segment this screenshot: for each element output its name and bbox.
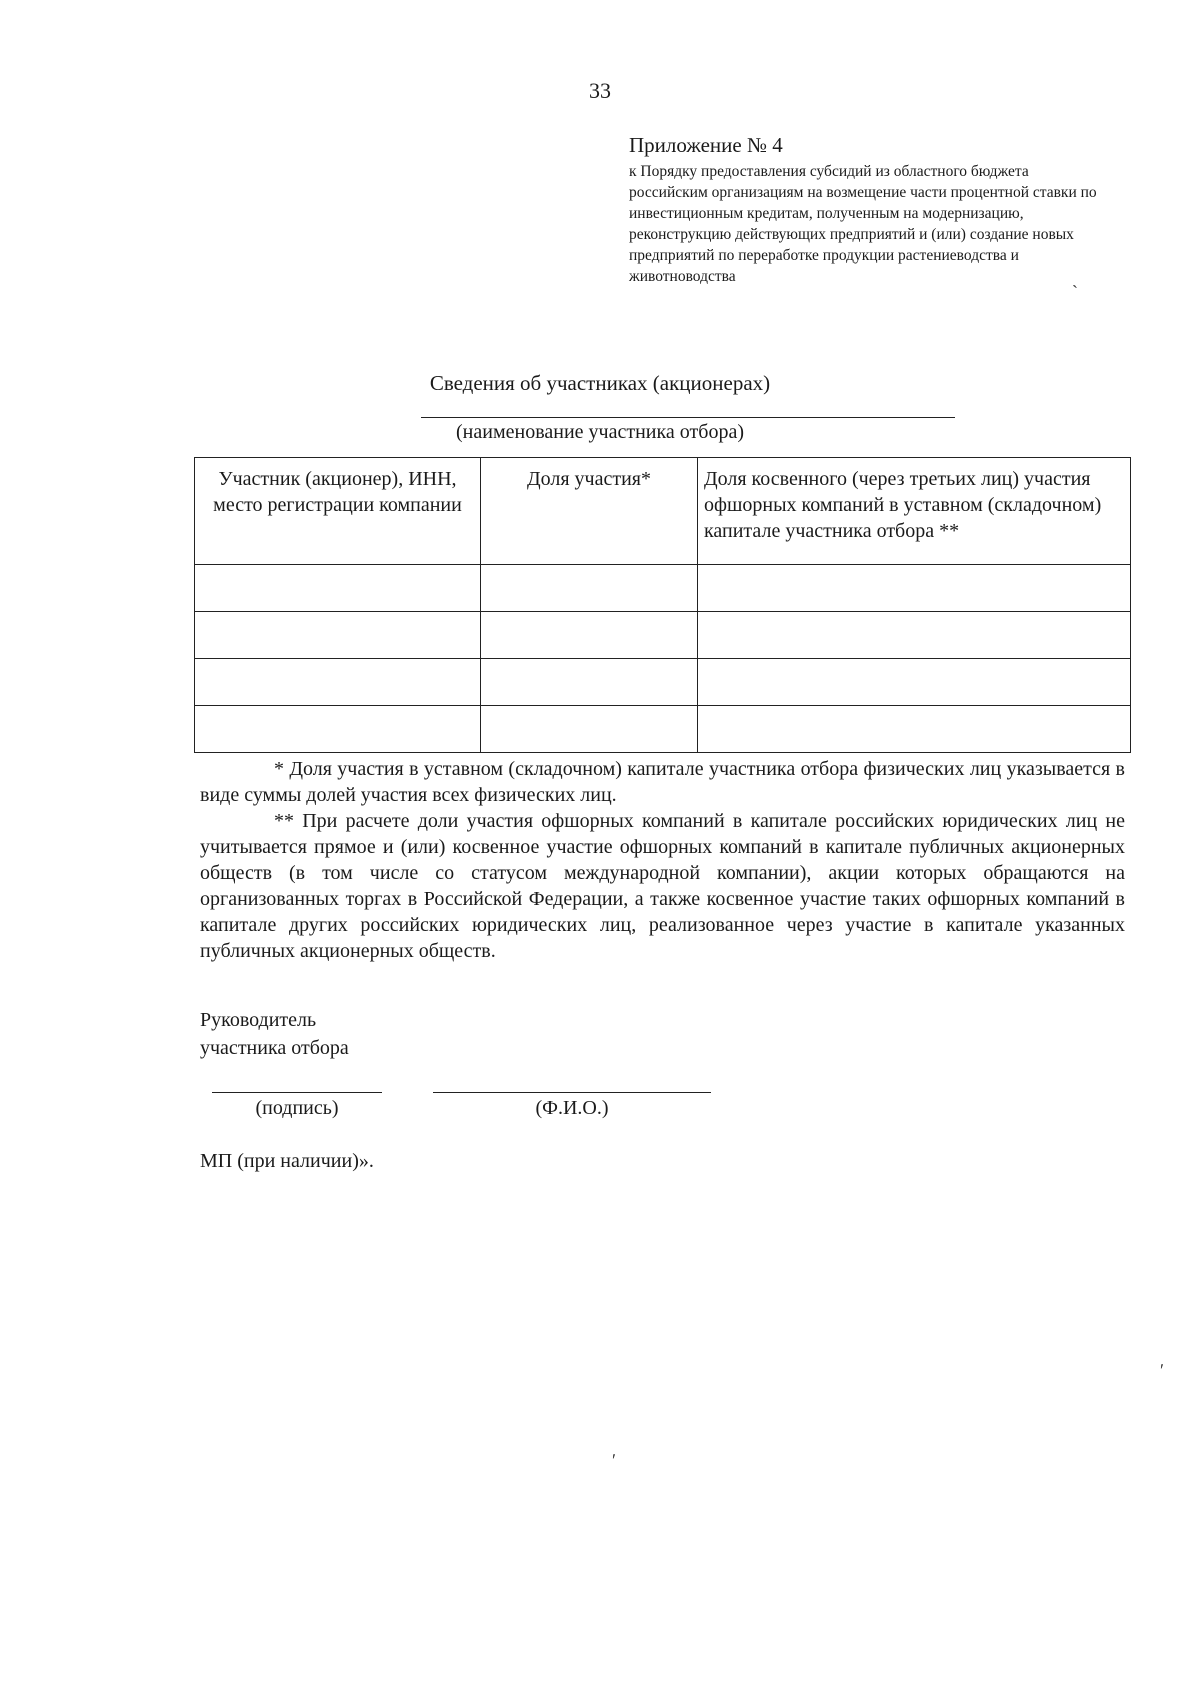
footnote-offshore: ** При расчете доли участия офшорных компаний в капитале российских юридических лиц не учитывается прямое и (или) косвенное участие офшорных компаний в капитале публичных акционерных обществ (в том числе со статусом международной компании), акции которых обращаются на организованных торгах в Российской Федерации, а также косвенное участие таких офшорных компаний в капитале других российских юридических лиц, реализованное через участие в капитале указанных публичных акционерных обществ. — [200, 810, 1125, 962]
table-cell[interactable] — [481, 659, 698, 706]
form-title: Сведения об участниках (акционерах) — [429, 371, 771, 395]
table-cell[interactable] — [481, 612, 698, 659]
table-header-row — [195, 458, 1131, 565]
table-cell[interactable] — [195, 612, 481, 659]
table-cell[interactable] — [698, 565, 1131, 612]
footnotes — [200, 756, 1125, 964]
table-cell[interactable] — [195, 706, 481, 753]
column-header-participant: Участник (акционер), ИНН, место регистрации компании — [195, 458, 481, 565]
table-cell[interactable] — [195, 565, 481, 612]
stray-mark: ˋ — [1072, 282, 1078, 302]
table-cell[interactable] — [481, 706, 698, 753]
annex-subtitle: к Порядку предоставления субсидий из областного бюджета российским организациям на возмещение части процентной ставки по инвестиционным кредитам, полученным на модернизацию, реконструкцию действующих предприятий и (или) создание новых предприятий по переработке продукции растениеводства и животноводства — [629, 163, 1097, 285]
table-cell[interactable] — [481, 565, 698, 612]
signature-caption: (подпись) — [255, 1097, 339, 1119]
full-name-caption: (Ф.И.О.) — [535, 1097, 609, 1119]
head-title-line1: Руководитель — [200, 1009, 317, 1031]
stray-mark: ʹ — [1160, 1360, 1164, 1380]
table-cell[interactable] — [698, 612, 1131, 659]
signature-line[interactable] — [212, 1092, 382, 1093]
head-title-line2: участника отбора — [200, 1037, 349, 1059]
annex-title: Приложение № 4 — [629, 133, 783, 157]
participant-name-line — [421, 417, 955, 418]
participants-table — [194, 457, 1131, 753]
participant-name-caption: (наименование участника отбора) — [456, 421, 744, 443]
head-title — [200, 1006, 349, 1062]
stamp-note: МП (при наличии)». — [200, 1150, 374, 1172]
page-number: 33 — [589, 78, 611, 103]
table-row — [195, 565, 1131, 612]
table-row — [195, 706, 1131, 753]
footnote-share: * Доля участия в уставном (складочном) капитале участника отбора физических лиц указывается в виде суммы долей участия всех физических лиц. — [200, 758, 1125, 806]
table-cell[interactable] — [195, 659, 481, 706]
column-header-share: Доля участия* — [481, 458, 698, 565]
table-row — [195, 612, 1131, 659]
table-cell[interactable] — [698, 706, 1131, 753]
full-name-line[interactable] — [433, 1092, 711, 1093]
table-cell[interactable] — [698, 659, 1131, 706]
column-header-offshore-share: Доля косвенного (через третьих лиц) участия офшорных компаний в уставном (складочном) капитале участника отбора ** — [698, 458, 1131, 565]
stray-mark: ʹ — [612, 1450, 616, 1470]
table-row — [195, 659, 1131, 706]
